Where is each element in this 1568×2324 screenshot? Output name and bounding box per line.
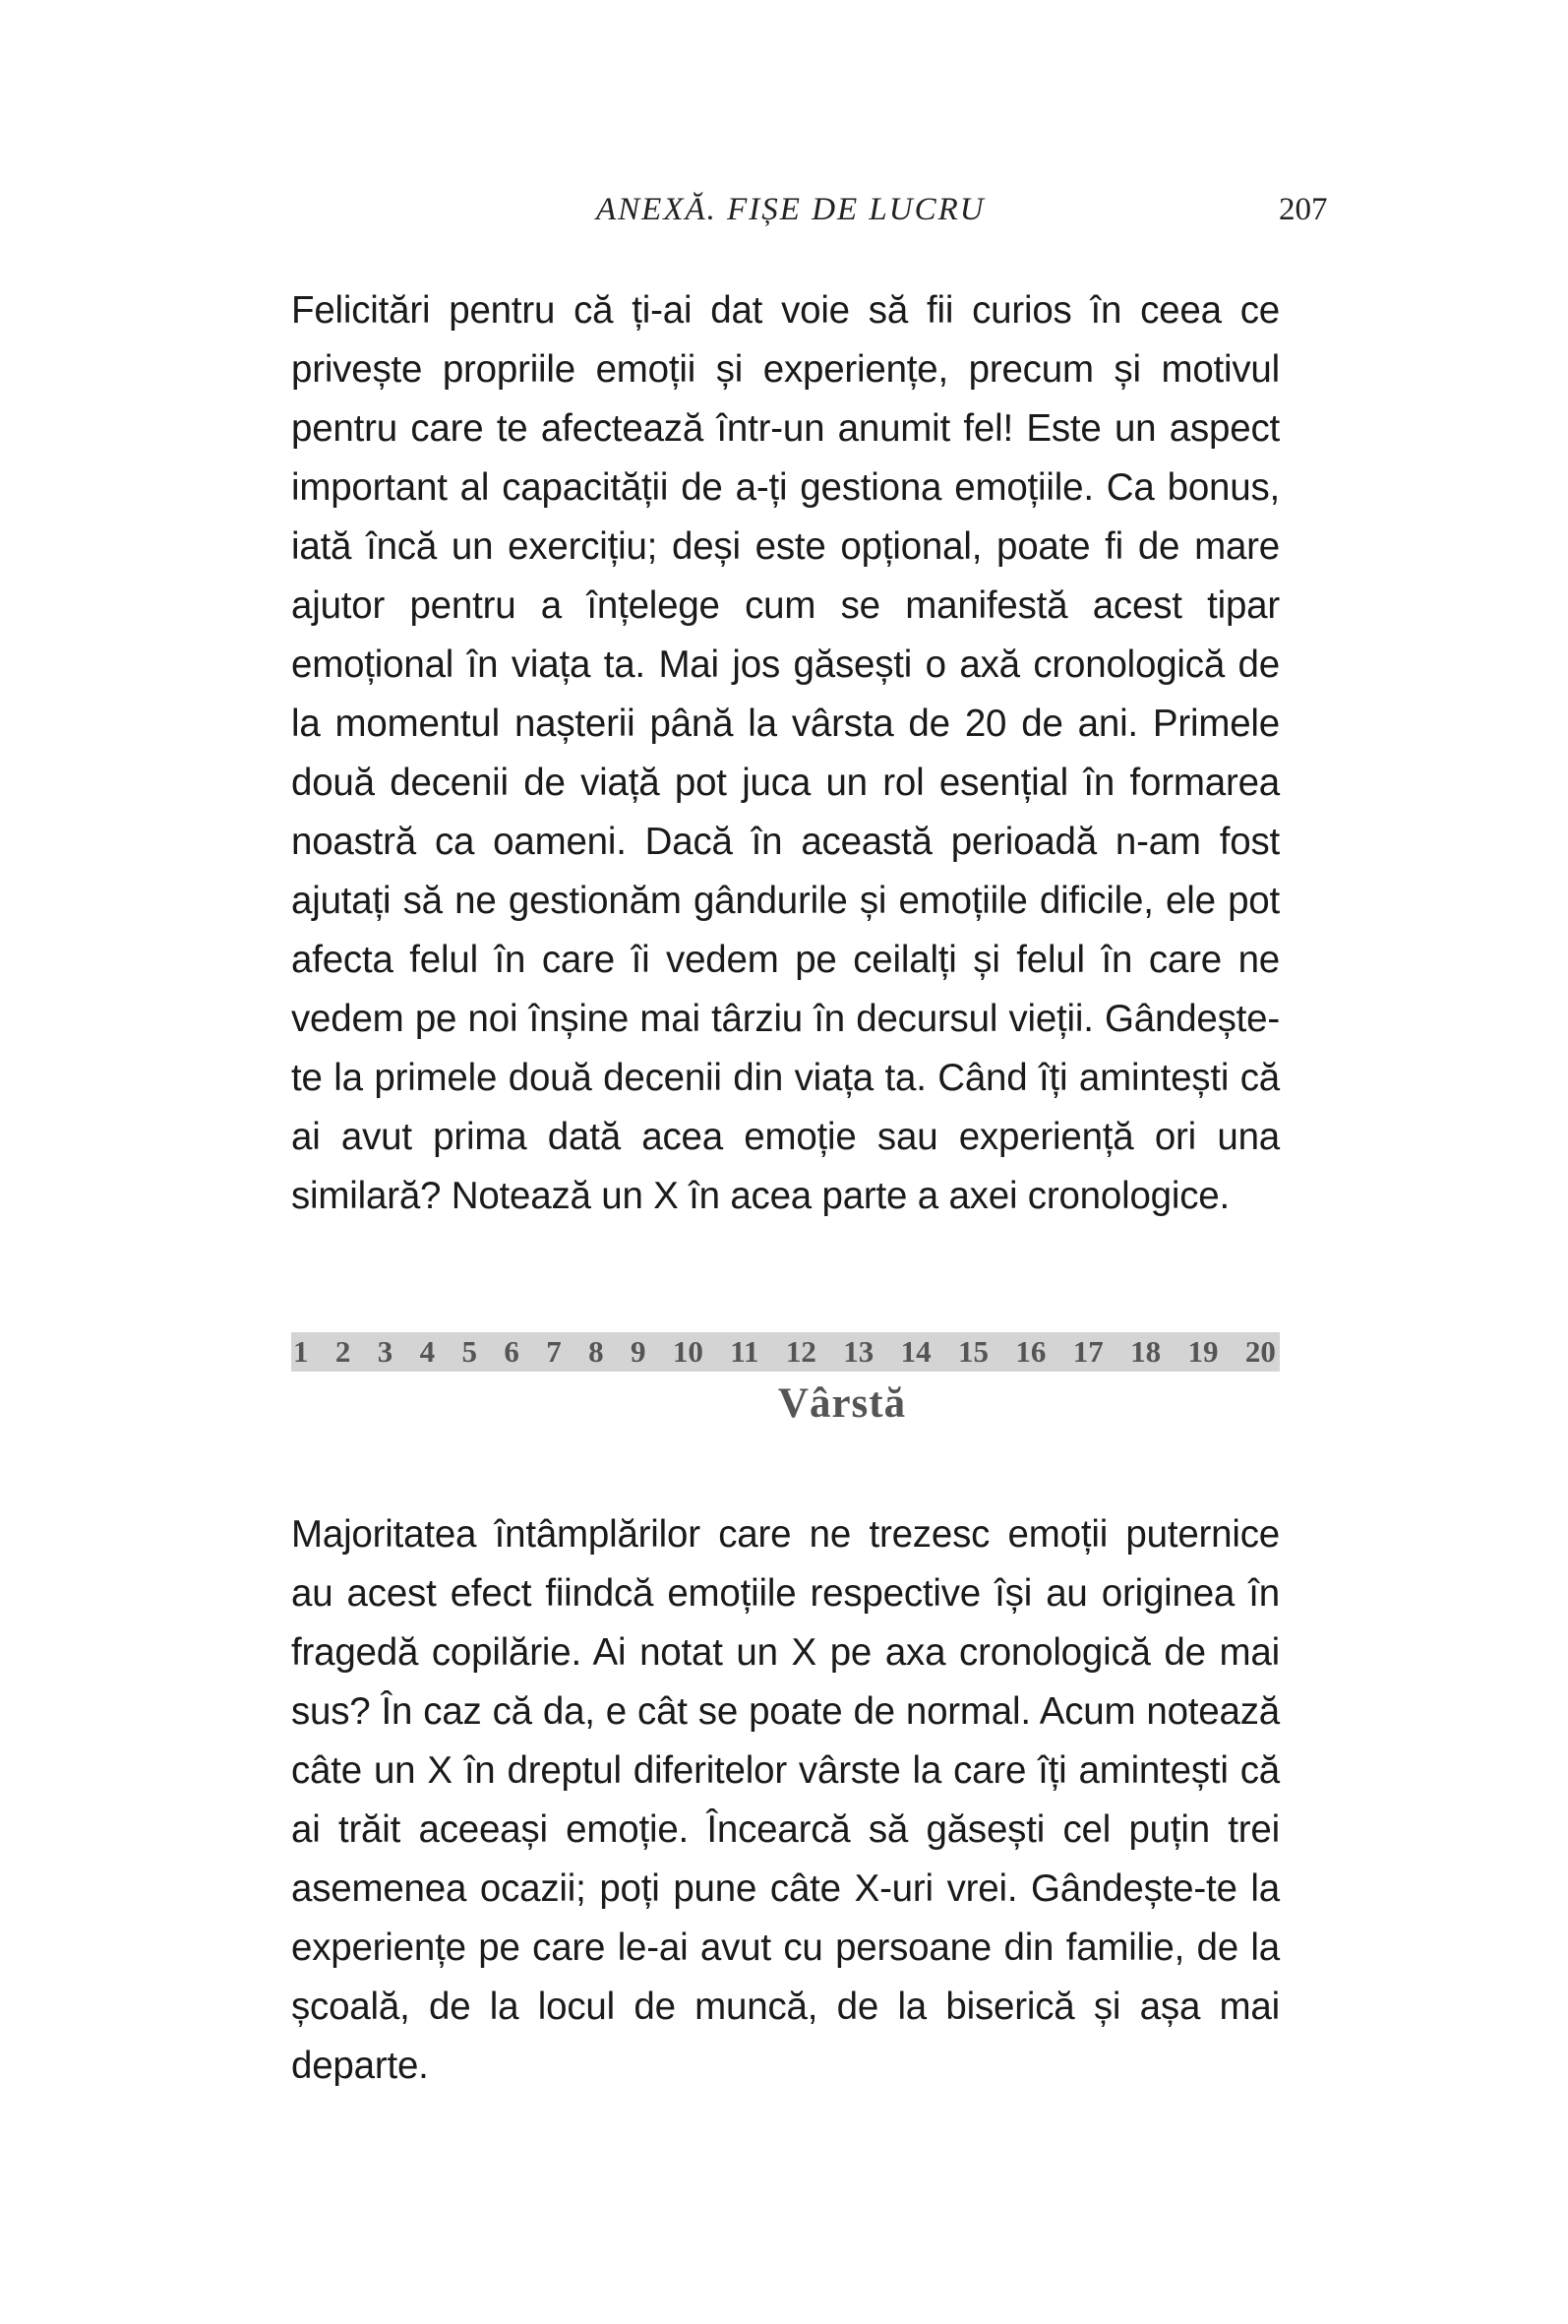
running-head [0,192,1568,235]
timeline-axis-label: Vârstă [777,1380,907,1427]
page-number: 207 [1279,192,1328,227]
running-title: ANEXĂ. FIȘE DE LUCRU [596,192,986,227]
age-timeline [291,1332,1280,1372]
age-mark: 14 [900,1334,932,1369]
age-mark: 7 [546,1334,562,1369]
age-mark: 12 [785,1334,816,1369]
timeline-ages [291,1332,1280,1372]
age-mark: 15 [958,1334,990,1369]
age-mark: 17 [1072,1334,1104,1369]
followup-paragraph: Majoritatea întâmplărilor care ne trezesc emoții puternice au acest efect fiindcă emoțiile respective își au originea în fragedă copilărie. Ai notat un X pe axa cronologică de mai sus? În caz că da, e cât se poate de normal. Acum notează câte un X în dreptul diferitelor vârste la care îți amintești că ai trăit aceeași emoție. Încearcă să găsești cel puțin trei asemenea ocazii; poți pune câte X-uri vrei. Gândește-te la experiențe pe care le-ai avut cu persoane din familie, de la școală, de la locul de muncă, de la biserică și așa mai departe. [291,1513,1280,2087]
age-mark: 1 [293,1334,309,1369]
age-mark: 13 [843,1334,874,1369]
age-mark: 16 [1015,1334,1047,1369]
intro-paragraph: Felicitări pentru că ți-ai dat voie să fii curios în ceea ce privește propriile emoții și experiențe, precum și motivul pentru care te afectează într-un anumit fel! Este un aspect important al capacității de a-ți gestiona emoțiile. Ca bonus, iată încă un exercițiu; deși este opțional, poate fi de mare ajutor pentru a înțelege cum se manifestă acest tipar emoțional în viața ta. Mai jos găsești o axă cronologică de la momentul nașterii până la vârsta de 20 de ani. Primele două decenii de viață pot juca un rol esențial în formarea noastră ca oameni. Dacă în această perioadă n-am fost ajutați să ne gestionăm gândurile și emoțiile dificile, ele pot afecta felul în care îi vedem pe ceilalți și felul în care ne vedem pe noi înșine mai târziu în decursul vieții. Gândește-te la primele două decenii din viața ta. Când îți amintești că ai avut prima dată acea emoție sau experiență ori una similară? Notează un X în acea parte a axei cronologice. [291,289,1280,1217]
age-mark: 6 [504,1334,519,1369]
age-mark: 4 [419,1334,436,1369]
age-mark: 2 [334,1334,351,1369]
age-mark: 8 [588,1334,604,1369]
age-mark: 3 [377,1334,393,1369]
age-mark: 10 [672,1334,703,1369]
age-mark: 9 [631,1334,646,1369]
age-mark: 20 [1244,1334,1276,1369]
age-mark: 11 [730,1334,759,1369]
age-mark: 5 [461,1334,477,1369]
age-mark: 18 [1130,1334,1162,1369]
age-mark: 19 [1187,1334,1219,1369]
